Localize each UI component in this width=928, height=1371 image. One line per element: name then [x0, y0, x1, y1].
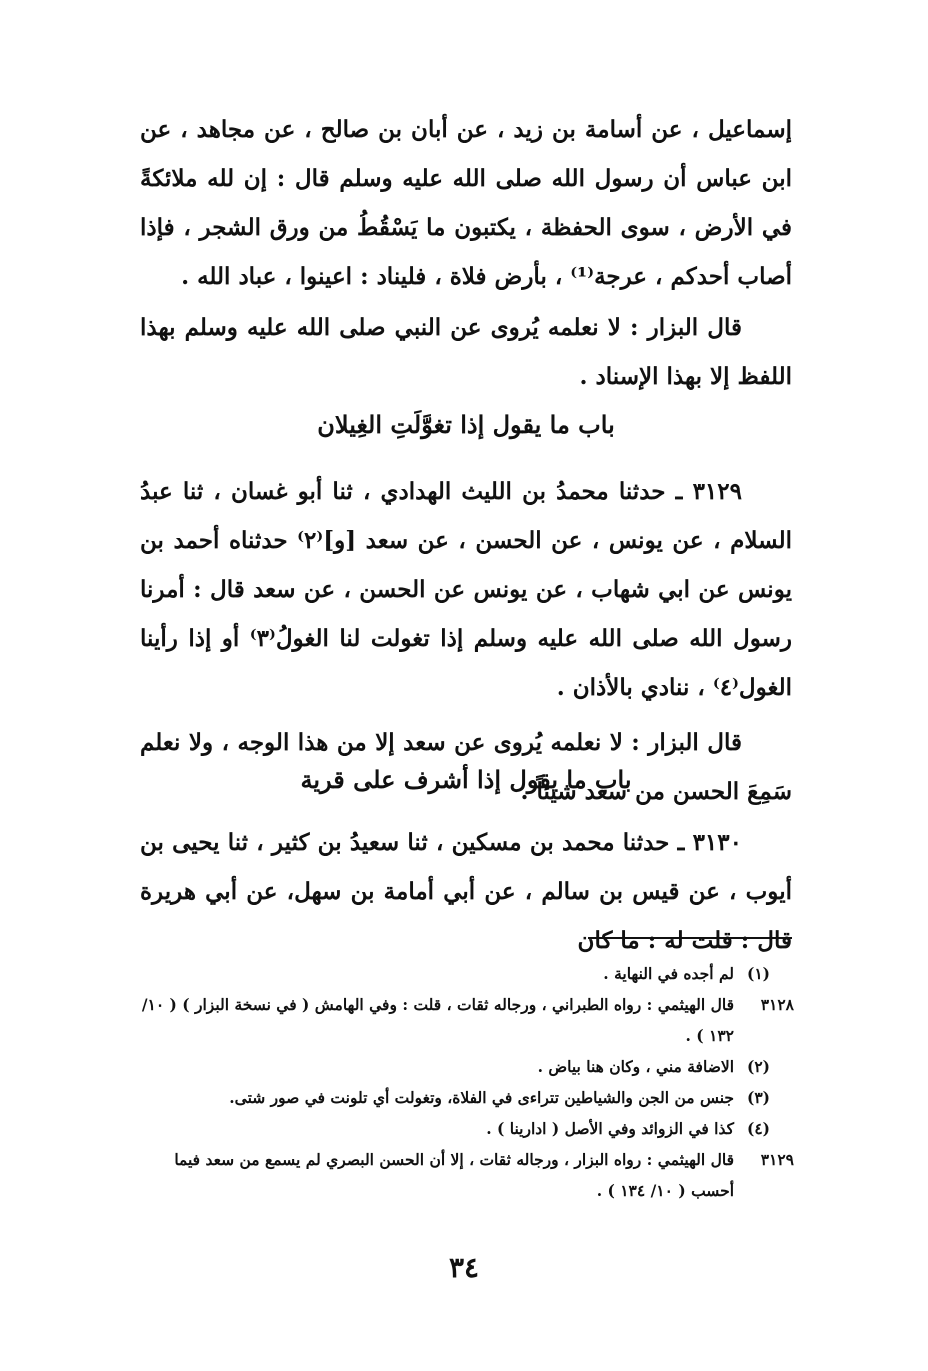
footnote-3128: [138, 989, 794, 1051]
footnote-4: [138, 1113, 794, 1144]
footnote-text: جنس من الجن والشياطين تتراءى في الفلاة، وتغولت أي تلونت في صور شتى.: [229, 1088, 734, 1107]
footnotes-block: [138, 958, 794, 1206]
footnote-1: [138, 958, 794, 989]
footnote-marker: (٣): [746, 1088, 770, 1107]
footnote-3129: [138, 1144, 794, 1206]
footnote-separator: [588, 937, 792, 939]
bottom-text-block: [140, 818, 792, 965]
paragraph-hadith-3130: ٣١٣٠ ـ حدثنا محمد بن مسكين ، ثنا سعيدُ بن كثير ، ثنا يحيى بن أيوب ، عن قيس بن سالم ، عن أبي أمامة بن سهل، عن أبي هريرة قال : قلت له : ما كان: [140, 829, 792, 954]
footnote-text: لم أجده في النهاية .: [603, 964, 734, 983]
footnote-text: قال الهيثمي : رواه الطبراني ، ورجاله ثقات ، قلت : وفي الهامش ( في نسخة البزار ) ( ١٠/ ١٣٢ ) .: [141, 995, 734, 1045]
chapter-heading-ghilan: باب ما يقول إذا تغوَّلَتِ الغِيلان: [317, 410, 615, 439]
footnote-3: [138, 1082, 794, 1113]
footnote-marker: (١): [746, 964, 770, 983]
footnote-marker: (٢): [746, 1057, 770, 1076]
paragraph-hadith-3129: ٣١٢٩ ـ حدثنا محمدُ بن الليث الهدادي ، ثنا أبو غسان ، ثنا عبدُ السلام ، عن يونس ، عن الحسن ، عن سعد [و]⁽٢⁾ حدثناه أحمد بن يونس عن ابي شهاب ، عن يونس عن الحسن ، عن سعد قال : أمرنا رسول الله صلى الله عليه وسلم إذا تغولت لنا الغولُ⁽٣⁾ أو إذا رأينا الغول⁽٤⁾ ، ننادي بالأذان .: [140, 478, 793, 701]
footnote-text: كذا في الزوائد وفي الأصل ( ادارينا ) .: [486, 1119, 734, 1138]
footnote-2: [138, 1051, 794, 1082]
footnote-marker: ٣١٢٨: [760, 995, 794, 1014]
footnote-marker: (٤): [746, 1119, 770, 1138]
page-number: ٣٤: [448, 1251, 480, 1284]
footnote-marker: ٣١٢٩: [760, 1150, 794, 1169]
footnote-text: قال الهيثمي : رواه البزار ، ورجاله ثقات ، إلا أن الحسن البصري لم يسمع من سعد فيما أحسب ( ١٠/ ١٣٤ ) .: [174, 1150, 734, 1200]
paragraph-bazzar-comment-2: قال البزار : لا نعلمه يُروى عن سعد إلا من هذا الوجه ، ولا نعلم سَمِعَ الحسن من سعد شيئاً .: [140, 729, 792, 805]
top-text-block: [140, 105, 792, 401]
paragraph-bazzar-comment-1: قال البزار : لا نعلمه يُروى عن النبي صلى الله عليه وسلم بهذا اللفظ إلا بهذا الإسناد .: [140, 314, 792, 390]
chapter-heading-qarya: باب ما يقول إذا أشرف على قرية: [300, 765, 632, 794]
paragraph-hadith-3128-end: إسماعيل ، عن أسامة بن زيد ، عن أبان بن صالح ، عن مجاهد ، عن ابن عباس أن رسول الله صلى الله عليه وسلم قال : إن لله ملائكةً في الأرض ، سوى الحفظة ، يكتبون ما يَسْقُطُ من ورق الشجر ، فإذا أصاب أحدكم ، عرجة⁽¹⁾ ، بأرض فلاة ، فليناد : اعينوا ، عباد الله .: [140, 116, 792, 290]
footnote-text: الاضافة مني ، وكان هنا بياض .: [537, 1057, 734, 1076]
